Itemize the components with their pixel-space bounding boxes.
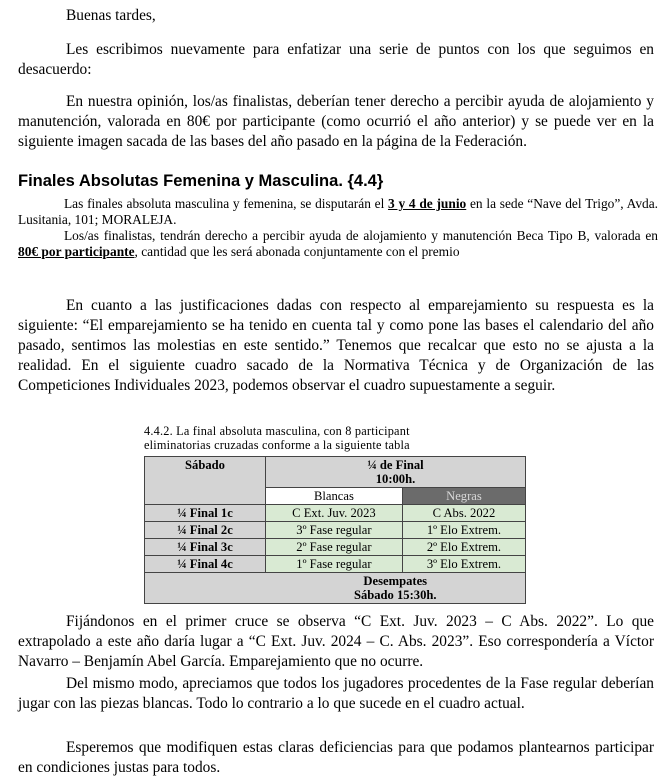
row-label: ¼ Final 1c	[145, 505, 266, 522]
table-row	[145, 556, 526, 573]
paragraph-accommodation-opinion: En nuestra opinión, los/as finalistas, deberían tener derecho a percibir ayuda de alojamiento y manutención, valorada en 80€ por participante (como ocurrió el año anterior) y se puede ver en la siguiente imagen sacada de las bases del año pasado en la página de la Federación.	[18, 93, 654, 150]
paragraph-disagreement-intro: Les escribimos nuevamente para enfatizar una serie de puntos con los que seguimos en desacuerdo:	[18, 41, 654, 78]
tiebreak-spacer	[145, 573, 266, 604]
white-player-cell: 1º Fase regular	[266, 556, 403, 573]
column-header-black: Negras	[402, 488, 525, 505]
excerpt-dates-underlined: 3 y 4 de junio	[388, 196, 467, 211]
black-player-cell: 3º Elo Extrem.	[402, 556, 525, 573]
black-player-cell: 1º Elo Extrem.	[402, 522, 525, 539]
quarterfinal-pairing-table	[144, 456, 526, 604]
excerpt-accommodation-aid: Los/as finalistas, tendrán derecho a percibir ayuda de alojamiento y manutención Beca Tipo B, valorada en 80€ por participante, cantidad que les será abonada conjuntamente con el premio	[18, 228, 658, 259]
paragraph-white-pieces: Del mismo modo, apreciamos que todos los jugadores procedentes de la Fase regular deberían jugar con las piezas blancas. Todo lo contrario a lo que sucede en el cuadro actual.	[18, 675, 654, 712]
row-label: ¼ Final 3c	[145, 539, 266, 556]
row-label: ¼ Final 2c	[145, 522, 266, 539]
table-row	[145, 522, 526, 539]
table-caption: 4.4.2. La final absoluta masculina, con 8 participant eliminatorias cruzadas conforme a la siguiente tabla	[144, 424, 410, 452]
table-row	[145, 505, 526, 522]
black-player-cell: 2º Elo Extrem.	[402, 539, 525, 556]
row-label: ¼ Final 4c	[145, 556, 266, 573]
table-row	[145, 539, 526, 556]
tiebreak-cell: Desempates Sábado 15:30h.	[266, 573, 526, 604]
paragraph-pairing-justification: En cuanto a las justificaciones dadas con respecto al emparejamiento su respuesta es la siguiente: “El emparejamiento se ha tenido en cuenta tal y como pone las bases el calendario del año pasado, sentimos las molestias en este sentido.” Tenemos que recalcar que esto no se ajusta a la realidad. En el siguiente cuadro sacado de la Normativa Técnica y de Organización de las Competiciones Individuales 2023, podemos observar el cuadro supuestamente a seguir.	[18, 297, 654, 394]
white-player-cell: 2º Fase regular	[266, 539, 403, 556]
white-player-cell: 3º Fase regular	[266, 522, 403, 539]
table-round-header: ¼ de Final 10:00h.	[266, 457, 526, 488]
paragraph-closing-request: Esperemos que modifiquen estas claras deficiencias para que podamos plantearnos participar en condiciones justas para todos.	[18, 739, 654, 776]
white-player-cell: C Ext. Juv. 2023	[266, 505, 403, 522]
paragraph-first-pairing: Fijándonos en el primer cruce se observa “C Ext. Juv. 2023 – C Abs. 2022”. Lo que extrapolado a este año daría lugar a “C Ext. Juv. 2024 – C. Abs. 2023”. Eso correspondería a Víctor Navarro – Benjamín Abel García. Emparejamiento que no ocurre.	[18, 613, 654, 670]
excerpt-amount: 80€ por participante	[18, 244, 135, 259]
black-player-cell: C Abs. 2022	[402, 505, 525, 522]
table-day-label: Sábado	[145, 457, 266, 505]
excerpt-final-dates: Las finales absoluta masculina y femenina, se disputarán el 3 y 4 de junio en la sede “Nave del Trigo”, Avda. Lusitania, 101; MORALEJA.	[18, 196, 659, 227]
greeting: Buenas tardes,	[66, 7, 156, 24]
column-header-white: Blancas	[266, 488, 403, 505]
excerpt-heading: Finales Absolutas Femenina y Masculina. {4.4}	[18, 172, 384, 190]
